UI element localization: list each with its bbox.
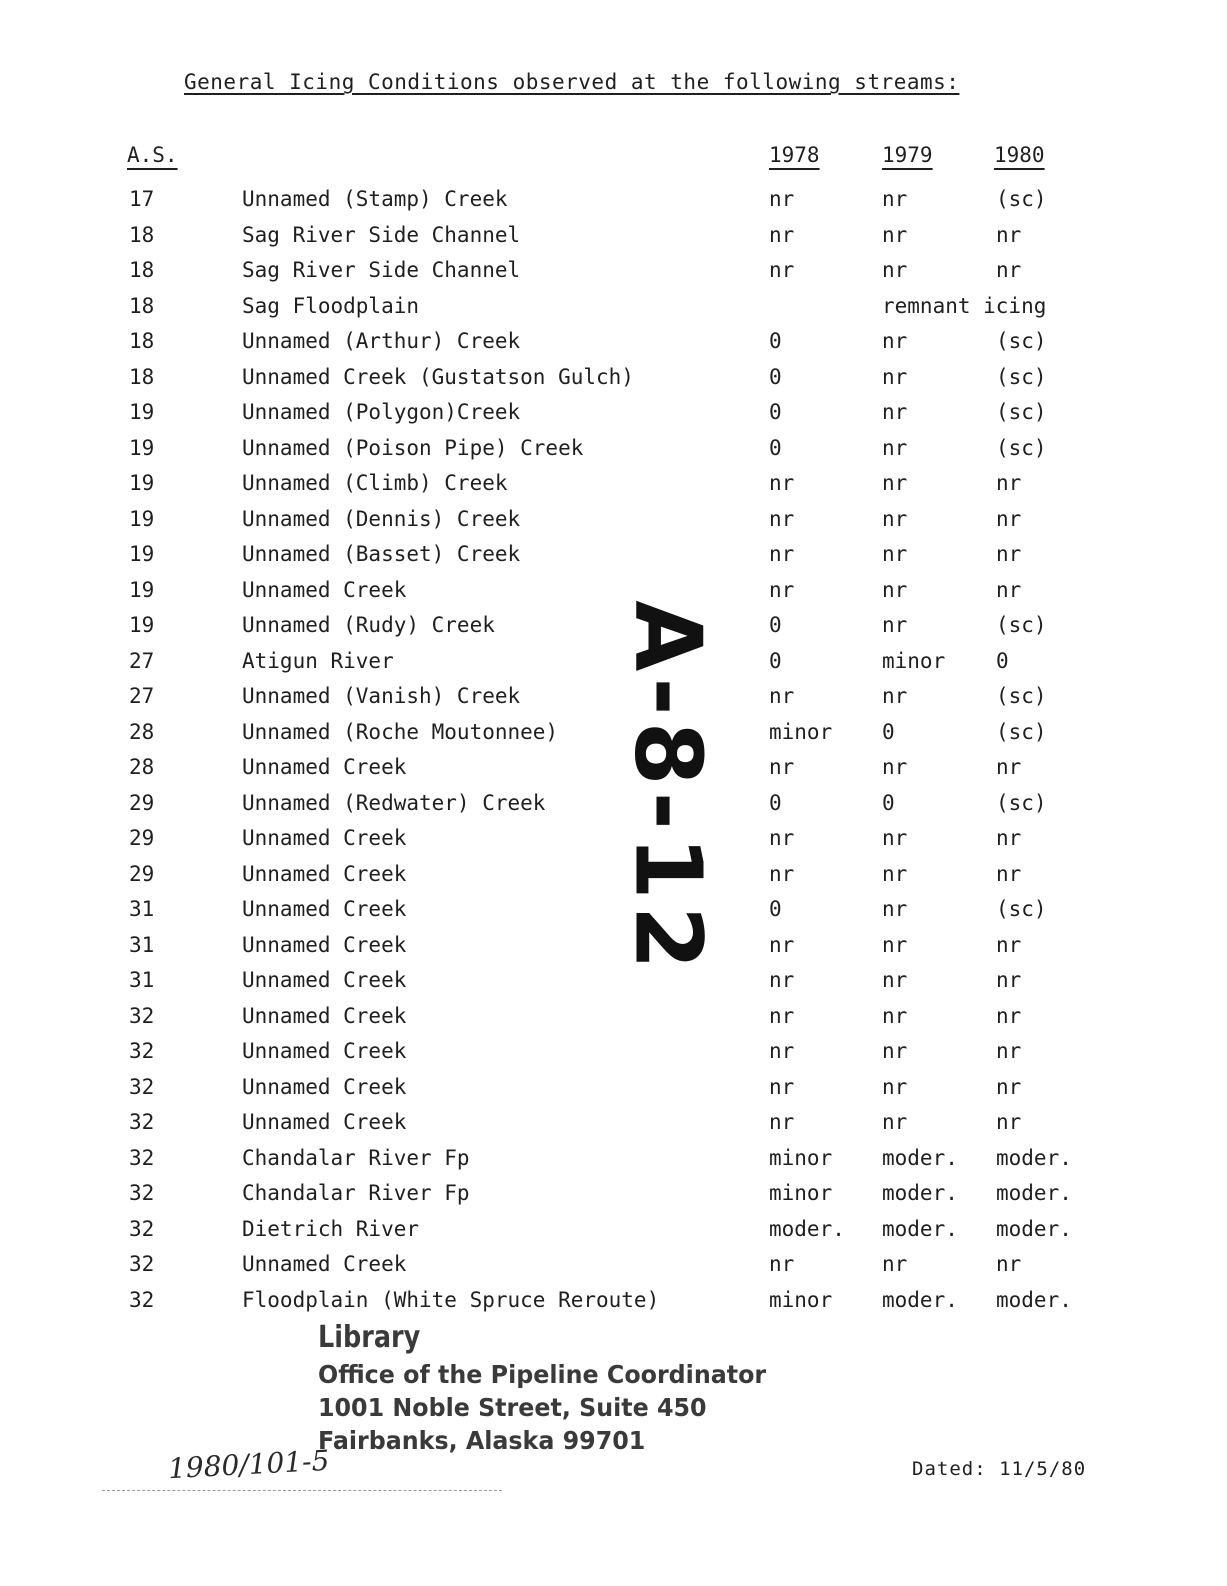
row-as: 32	[129, 1181, 155, 1205]
table-row	[0, 755, 1227, 791]
table-row	[0, 1110, 1227, 1146]
row-1979: nr	[882, 968, 908, 992]
row-as: 28	[129, 755, 155, 779]
row-1980: (sc)	[996, 684, 1047, 708]
table-row	[0, 1039, 1227, 1075]
row-1980: moder.	[996, 1181, 1072, 1205]
row-as: 19	[129, 542, 155, 566]
row-1980: nr	[996, 1074, 1022, 1099]
row-as: 18	[129, 222, 155, 247]
row-1980: nr	[996, 1252, 1022, 1276]
table-row	[0, 329, 1227, 365]
row-stream-name: Unnamed (Stamp) Creek	[242, 187, 508, 211]
table-row	[0, 1146, 1227, 1182]
row-1979: moder.	[882, 1145, 958, 1170]
row-as: 32	[129, 1110, 155, 1134]
row-stream-name: Chandalar River Fp	[242, 1145, 470, 1170]
row-stream-name: Sag River Side Channel	[242, 258, 521, 282]
stamp-line-office: Office of the Pipeline Coordinator	[318, 1359, 767, 1389]
row-1979: nr	[882, 542, 908, 566]
row-stream-name: Unnamed (Roche Moutonnee)	[242, 719, 559, 744]
row-stream-name: Unnamed Creek	[242, 932, 407, 957]
row-as: 18	[129, 258, 155, 282]
row-1980: (sc)	[996, 187, 1047, 211]
stamp-line-street: 1001 Noble Street, Suite 450	[318, 1392, 707, 1422]
row-1979: nr	[882, 577, 908, 602]
row-1980: (sc)	[996, 719, 1047, 744]
row-stream-name: Unnamed Creek	[242, 1003, 407, 1028]
row-1979: nr	[882, 684, 908, 708]
row-1978: minor	[769, 719, 833, 744]
row-stream-name: Unnamed (Arthur) Creek	[242, 329, 521, 353]
row-1979: nr	[882, 258, 908, 282]
row-1979: nr	[882, 506, 908, 531]
row-1980: (sc)	[996, 364, 1047, 389]
row-1978: nr	[769, 506, 795, 531]
table-row	[0, 968, 1227, 1004]
row-1978: nr	[769, 932, 795, 957]
row-1980: 0	[996, 648, 1009, 673]
row-1980: (sc)	[996, 613, 1047, 637]
table-row	[0, 897, 1227, 933]
table-row	[0, 791, 1227, 827]
row-1978: 0	[769, 329, 782, 353]
row-stream-name: Unnamed Creek	[242, 755, 407, 779]
row-1979: nr	[882, 187, 908, 211]
row-stream-name: Dietrich River	[242, 1216, 420, 1241]
row-as: 19	[129, 506, 155, 531]
table-row	[0, 720, 1227, 756]
row-stream-name: Unnamed (Redwater) Creek	[242, 790, 546, 815]
row-1979: 0	[882, 790, 895, 815]
row-1978: nr	[769, 1074, 795, 1099]
row-stream-name: Unnamed Creek	[242, 1039, 407, 1063]
row-1980: nr	[996, 932, 1022, 957]
row-as: 32	[129, 1074, 155, 1099]
row-1979: nr	[882, 897, 908, 921]
header-1979: 1979	[882, 143, 933, 167]
table-row	[0, 1181, 1227, 1217]
table-row	[0, 862, 1227, 898]
row-1979: nr	[882, 826, 908, 850]
row-1979: moder.	[882, 1287, 958, 1312]
row-stream-name: Unnamed (Basset) Creek	[242, 542, 521, 566]
table-row	[0, 400, 1227, 436]
row-stream-name: Unnamed Creek	[242, 826, 407, 850]
row-1980: moder.	[996, 1287, 1072, 1312]
row-as: 32	[129, 1252, 155, 1276]
row-1980: nr	[996, 1039, 1022, 1063]
row-1980: nr	[996, 222, 1022, 247]
row-note: remnant icing	[882, 293, 1047, 318]
row-stream-name: Unnamed Creek	[242, 1252, 407, 1276]
row-1980: nr	[996, 1003, 1022, 1028]
row-stream-name: Unnamed (Dennis) Creek	[242, 506, 521, 531]
dated-label: Dated: 11/5/80	[912, 1458, 1087, 1480]
row-stream-name: Unnamed Creek	[242, 968, 407, 992]
header-1980: 1980	[994, 143, 1045, 167]
row-1979: moder.	[882, 1181, 958, 1205]
row-as: 29	[129, 861, 155, 886]
row-as: 18	[129, 364, 155, 389]
row-stream-name: Unnamed (Polygon)Creek	[242, 400, 521, 424]
row-1980: nr	[996, 258, 1022, 282]
row-1978: 0	[769, 435, 782, 460]
table-row	[0, 1004, 1227, 1040]
row-1978: nr	[769, 826, 795, 850]
row-1979: nr	[882, 1252, 908, 1276]
row-1980: (sc)	[996, 435, 1047, 460]
row-1979: nr	[882, 1074, 908, 1099]
row-1979: nr	[882, 613, 908, 637]
row-as: 19	[129, 435, 155, 460]
row-1978: minor	[769, 1145, 833, 1170]
row-as: 29	[129, 826, 155, 850]
table-row	[0, 578, 1227, 614]
handwritten-number: 1980/101-5	[167, 1443, 331, 1486]
row-as: 31	[129, 932, 155, 957]
row-1978: 0	[769, 364, 782, 389]
row-as: 27	[129, 684, 155, 708]
table-row	[0, 258, 1227, 294]
bottom-rule	[102, 1490, 502, 1491]
row-1980: (sc)	[996, 897, 1047, 921]
table-row	[0, 436, 1227, 472]
row-as: 29	[129, 790, 155, 815]
row-1979: nr	[882, 364, 908, 389]
row-1979: nr	[882, 1110, 908, 1134]
table-row	[0, 187, 1227, 223]
table-row	[0, 613, 1227, 649]
row-1978: nr	[769, 187, 795, 211]
row-stream-name: Unnamed Creek (Gustatson Gulch)	[242, 364, 634, 389]
row-1978: nr	[769, 1110, 795, 1134]
header-1978: 1978	[769, 143, 820, 167]
row-1978: nr	[769, 861, 795, 886]
table-row	[0, 223, 1227, 259]
row-1979: nr	[882, 400, 908, 424]
table-row	[0, 471, 1227, 507]
library-stamp	[318, 1318, 790, 1457]
row-stream-name: Unnamed Creek	[242, 861, 407, 886]
row-1980: nr	[996, 506, 1022, 531]
row-stream-name: Unnamed Creek	[242, 1074, 407, 1099]
row-as: 32	[129, 1145, 155, 1170]
row-1978: nr	[769, 968, 795, 992]
row-stream-name: Sag Floodplain	[242, 293, 420, 318]
row-1980: moder.	[996, 1216, 1072, 1241]
row-stream-name: Unnamed (Poison Pipe) Creek	[242, 435, 584, 460]
row-1980: (sc)	[996, 329, 1047, 353]
row-stream-name: Floodplain (White Spruce Reroute)	[242, 1287, 660, 1312]
row-1979: nr	[882, 435, 908, 460]
row-as: 17	[129, 187, 155, 211]
row-1979: nr	[882, 1003, 908, 1028]
row-1978: minor	[769, 1181, 833, 1205]
row-stream-name: Atigun River	[242, 648, 394, 673]
row-1978: nr	[769, 1003, 795, 1028]
row-as: 19	[129, 613, 155, 637]
row-1978: nr	[769, 542, 795, 566]
row-stream-name: Sag River Side Channel	[242, 222, 521, 247]
row-as: 28	[129, 719, 155, 744]
row-1979: nr	[882, 471, 908, 495]
table-row	[0, 1252, 1227, 1288]
row-1980: (sc)	[996, 790, 1047, 815]
row-1978: nr	[769, 1252, 795, 1276]
row-1980: nr	[996, 968, 1022, 992]
row-1978: nr	[769, 755, 795, 779]
row-1978: nr	[769, 1039, 795, 1063]
row-as: 32	[129, 1287, 155, 1312]
row-1979: nr	[882, 861, 908, 886]
table-row	[0, 1217, 1227, 1253]
row-as: 18	[129, 329, 155, 353]
table-row	[0, 542, 1227, 578]
stream-table	[0, 187, 1227, 1323]
row-1980: nr	[996, 577, 1022, 602]
row-1979: nr	[882, 932, 908, 957]
row-1979: 0	[882, 719, 895, 744]
row-1978: 0	[769, 790, 782, 815]
row-stream-name: Unnamed (Rudy) Creek	[242, 613, 495, 637]
row-stream-name: Unnamed (Vanish) Creek	[242, 684, 521, 708]
row-stream-name: Unnamed Creek	[242, 1110, 407, 1134]
row-1978: nr	[769, 471, 795, 495]
row-1978: nr	[769, 684, 795, 708]
row-1979: nr	[882, 329, 908, 353]
row-as: 19	[129, 471, 155, 495]
row-stream-name: Unnamed Creek	[242, 577, 407, 602]
row-1980: moder.	[996, 1145, 1072, 1170]
table-row	[0, 684, 1227, 720]
row-1980: nr	[996, 471, 1022, 495]
table-row	[0, 1075, 1227, 1111]
handwritten-code: A-8-12	[614, 600, 722, 976]
row-1980: nr	[996, 542, 1022, 566]
row-stream-name: Unnamed Creek	[242, 897, 407, 921]
row-as: 27	[129, 648, 155, 673]
table-row	[0, 933, 1227, 969]
row-1979: moder.	[882, 1216, 958, 1241]
row-stream-name: Unnamed (Climb) Creek	[242, 471, 508, 495]
row-1979: nr	[882, 1039, 908, 1063]
row-1978: 0	[769, 648, 782, 673]
row-as: 32	[129, 1003, 155, 1028]
row-as: 32	[129, 1039, 155, 1063]
row-1980: nr	[996, 755, 1022, 779]
table-row	[0, 507, 1227, 543]
header-as: A.S.	[127, 143, 178, 167]
table-row	[0, 826, 1227, 862]
row-as: 18	[129, 293, 155, 318]
row-as: 31	[129, 968, 155, 992]
row-1978: 0	[769, 613, 782, 637]
row-1978: minor	[769, 1287, 833, 1312]
row-as: 19	[129, 400, 155, 424]
row-1978: 0	[769, 897, 782, 921]
row-1980: nr	[996, 826, 1022, 850]
table-row	[0, 365, 1227, 401]
page-title: General Icing Conditions observed at the following streams:	[184, 70, 960, 94]
row-as: 19	[129, 577, 155, 602]
table-row	[0, 649, 1227, 685]
row-1980: nr	[996, 1110, 1022, 1134]
stamp-line-city: Fairbanks, Alaska 99701	[318, 1425, 646, 1455]
row-1978: moder.	[769, 1216, 845, 1241]
row-1978: nr	[769, 222, 795, 247]
row-as: 32	[129, 1216, 155, 1241]
row-1979: nr	[882, 222, 908, 247]
row-1979: nr	[882, 755, 908, 779]
row-1979: minor	[882, 648, 946, 673]
table-row	[0, 294, 1227, 330]
row-1978: 0	[769, 400, 782, 424]
row-1980: (sc)	[996, 400, 1047, 424]
row-1978: nr	[769, 258, 795, 282]
row-1980: nr	[996, 861, 1022, 886]
row-as: 31	[129, 897, 155, 921]
row-1978: nr	[769, 577, 795, 602]
row-stream-name: Chandalar River Fp	[242, 1181, 470, 1205]
stamp-line-library: Library	[318, 1320, 421, 1355]
